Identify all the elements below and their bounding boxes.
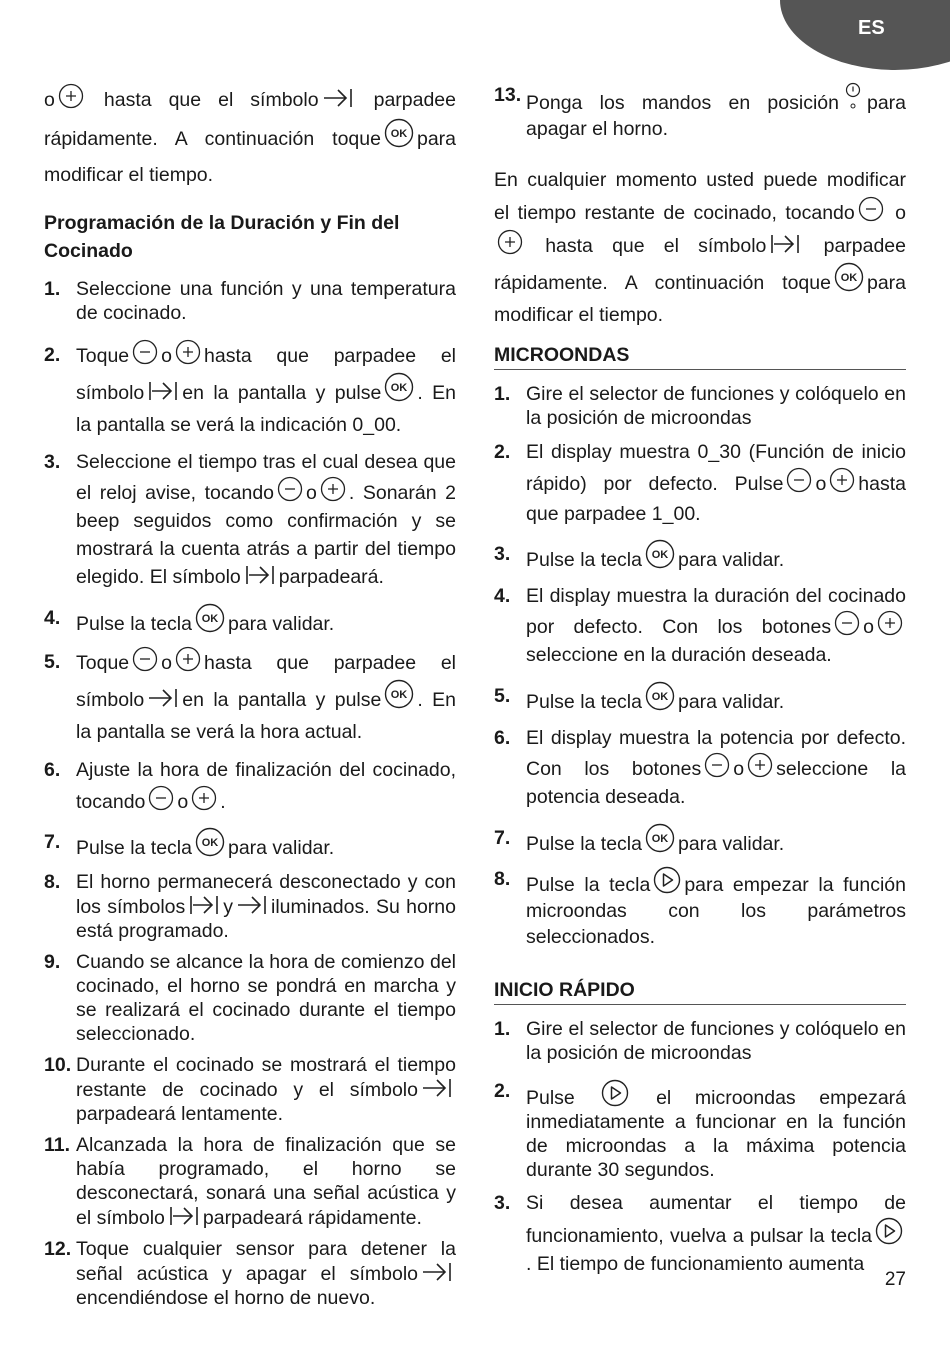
list-item: 2. Pulse el microondas empezará inmediatamente a funcionar en la función de microondas a la máxima potencia durante 30 segundos. (494, 1080, 907, 1181)
list-item: 2. El display muestra 0_30 (Función de inicio rápido) por defecto. Pulse o hasta que parpadee 1_00. (494, 441, 906, 525)
list-item: 9. Cuando se alcance la hora de comienzo del cocinado, el horno se pondrá en marcha y se realizará el cocinado durante el tiempo seleccionado. (44, 951, 456, 1045)
quickstart-heading: INICIO RÁPIDO (494, 978, 906, 1005)
page-number: 27 (884, 1269, 906, 1290)
list-item: 5. Toque o hasta que parpadee el símbolo en la pantalla y pulse OK . En la pantalla se verá la hora actual. (44, 646, 456, 748)
svg-text:OK: OK (201, 837, 219, 849)
end-time-arrow-icon (147, 687, 179, 709)
list-item: 12. Toque cualquier sensor para detener la señal acústica y apagar el símbolo encendiéndose el horno de nuevo. (44, 1238, 456, 1309)
ok-button-icon (645, 823, 675, 853)
start-play-icon (875, 1217, 903, 1245)
ok-button-icon (645, 539, 675, 569)
list-item: 8. Pulse la tecla para empezar la función microondas con los parámetros seleccionados. (494, 868, 906, 948)
power-off-icon (842, 82, 864, 112)
ok-button-icon (384, 372, 414, 402)
list-item: 8. El horno permanecerá desconectado y con los símbolos y iluminados. Su horno está programado. (44, 871, 456, 942)
list-item: 4. Pulse la tecla OK para validar. (44, 603, 456, 639)
minus-circle-icon (277, 476, 303, 502)
end-time-arrow-icon (236, 894, 268, 916)
plus-circle-icon (497, 229, 523, 255)
end-time-arrow-icon (421, 1261, 453, 1283)
list-item: 13. Ponga los mandos en posición para apagar el horno. (494, 84, 906, 140)
microwave-steps (494, 382, 906, 950)
minus-circle-icon (704, 752, 730, 778)
ok-button-icon (384, 679, 414, 709)
list-item: 6. El display muestra la potencia por defecto. Con los botones o seleccione la potencia deseada. (494, 727, 906, 808)
svg-text:OK: OK (651, 691, 669, 703)
list-item: 7. Pulse la tecla OK para validar. (44, 827, 456, 863)
svg-text:OK: OK (651, 833, 669, 845)
list-item: 3. Seleccione el tiempo tras el cual desea que el reloj avise, tocando o . Sonarán 2 beep seguidos como confirmación y se mostrará la cuenta atrás a partir del tiempo elegido. El símbolo parpadeará. (44, 451, 456, 588)
list-item: 5. Pulse la tecla OK para validar. (494, 681, 906, 717)
list-item: 10. Durante el cocinado se mostrará el tiempo restante de cocinado y el símbolo parpadeará lentamente. (44, 1054, 456, 1125)
left-column (44, 82, 456, 1317)
plus-circle-icon (58, 83, 84, 109)
duration-arrow-icon (147, 380, 179, 402)
microwave-heading: MICROONDAS (494, 343, 906, 370)
svg-text:OK: OK (391, 382, 408, 394)
minus-circle-icon (786, 467, 812, 493)
svg-text:OK: OK (391, 689, 408, 701)
step-13-list (494, 82, 906, 142)
svg-text:OK: OK (201, 613, 219, 625)
duration-arrow-icon (769, 233, 801, 255)
program-steps (44, 277, 456, 1310)
language-tab-label: ES (858, 17, 885, 39)
list-item: 3. Pulse la tecla OK para validar. (494, 539, 906, 575)
language-tab (780, 0, 950, 70)
svg-text:OK: OK (840, 272, 858, 284)
right-column (494, 82, 906, 1285)
duration-arrow-icon (244, 564, 276, 586)
plus-circle-icon (829, 467, 855, 493)
duration-arrow-icon (168, 1205, 200, 1227)
end-time-arrow-icon (322, 87, 354, 109)
plus-circle-icon (877, 610, 903, 636)
list-item: 4. El display muestra la duración del cocinado por defecto. Con los botones o seleccione en la duración deseada. (494, 585, 906, 666)
plus-circle-icon (747, 752, 773, 778)
plus-circle-icon (191, 785, 217, 811)
ok-button-icon (384, 118, 414, 148)
minus-circle-icon (148, 785, 174, 811)
list-item: 7. Pulse la tecla OK para validar. (494, 823, 906, 859)
list-item: 6. Ajuste la hora de finalización del cocinado, tocando o . (44, 759, 456, 813)
end-time-arrow-icon (421, 1077, 453, 1099)
quickstart-steps (494, 1017, 906, 1278)
minus-circle-icon (858, 196, 884, 222)
start-play-icon (653, 866, 681, 894)
ok-button-icon (834, 262, 864, 292)
svg-text:OK: OK (390, 128, 408, 140)
list-item: 1. Gire el selector de funciones y colóquelo en la posición de microondas (494, 1018, 906, 1064)
minus-circle-icon (132, 339, 158, 365)
list-item: 11. Alcanzada la hora de finalización que se había programado, el horno se desconectará, sonará una señal acústica y el símbolo parpadeará rápidamente. (44, 1134, 456, 1229)
note-paragraph: En cualquier momento usted puede modificar el tiempo restante de cocinado, tocando o hasta que el símbolo parpadee rápidamente. A continuación toque OK para modificar el tiempo. (494, 169, 907, 326)
list-item: 1. Gire el selector de funciones y colóquelo en la posición de microondas (494, 383, 906, 429)
ok-button-icon (195, 603, 225, 633)
start-play-icon (601, 1079, 629, 1107)
list-item: 3. Si desea aumentar el tiempo de funcionamiento, vuelva a pulsar la tecla . El tiempo de funcionamiento aumenta (494, 1192, 906, 1275)
intro-paragraph: o hasta que el símbolo parpadee rápidamente. A continuación toque OK para modificar el tiempo. (44, 82, 456, 193)
ok-button-icon (195, 827, 225, 857)
program-heading: Programación de la Duración y Fin del Cocinado (44, 212, 400, 262)
plus-circle-icon (175, 646, 201, 672)
plus-circle-icon (175, 339, 201, 365)
list-item: 2. Toque o hasta que parpadee el símbolo en la pantalla y pulse OK . En la pantalla se verá la indicación 0_00. (44, 339, 456, 441)
list-item: 1. Seleccione una función y una temperatura de cocinado. (44, 278, 456, 324)
duration-arrow-icon (188, 894, 220, 916)
svg-text:OK: OK (651, 549, 669, 561)
minus-circle-icon (834, 610, 860, 636)
ok-button-icon (645, 681, 675, 711)
plus-circle-icon (320, 476, 346, 502)
minus-circle-icon (132, 646, 158, 672)
